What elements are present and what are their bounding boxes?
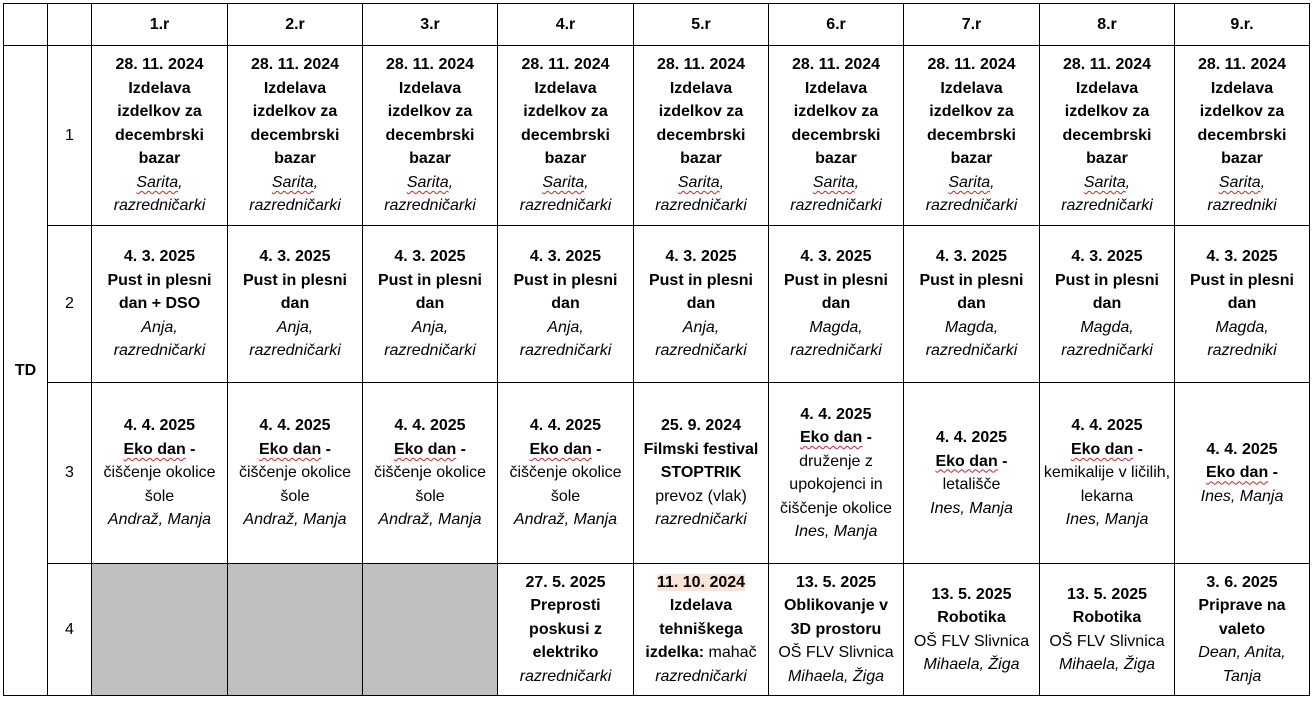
grade-header: 8.r [1040, 4, 1175, 46]
grade-header: 4.r [498, 4, 634, 46]
grade-header: 6.r [769, 4, 904, 46]
row-number: 4 [48, 564, 92, 696]
corner-cell [4, 4, 48, 46]
activity-cell: 28. 11. 2024 Izdelava izdelkov za decembrski bazar Sarita, razredničarki [634, 46, 769, 226]
activity-cell: 25. 9. 2024 Filmski festival STOPTRIK prevoz (vlak) razredničarki [634, 383, 769, 564]
activity-cell: 4. 3. 2025 Pust in plesni dan Magda, razredniki [1175, 226, 1310, 383]
td-label: TD [4, 46, 48, 696]
activity-cell: 4. 3. 2025 Pust in plesni dan Anja, razredničarki [634, 226, 769, 383]
activity-cell: 4. 4. 2025 Eko dan - letališče Ines, Manja [904, 383, 1040, 564]
row-number: 3 [48, 383, 92, 564]
activity-cell: 28. 11. 2024 Izdelava izdelkov za decembrski bazar Sarita, razredničarki [498, 46, 634, 226]
activity-cell: 4. 4. 2025 Eko dan - čiščenje okolice šole Andraž, Manja [92, 383, 228, 564]
activity-cell: 28. 11. 2024 Izdelava izdelkov za decembrski bazar Sarita, razredničarki [228, 46, 363, 226]
grade-header: 7.r [904, 4, 1040, 46]
activity-cell: 4. 3. 2025 Pust in plesni dan Magda, razredničarki [769, 226, 904, 383]
table-row [4, 46, 1310, 226]
activity-cell: 4. 4. 2025 Eko dan - čiščenje okolice šole Andraž, Manja [228, 383, 363, 564]
header-row [4, 4, 1310, 46]
schedule-table [3, 3, 1310, 696]
activity-cell: 4. 3. 2025 Pust in plesni dan Anja, razredničarki [228, 226, 363, 383]
index-header-cell [48, 4, 92, 46]
activity-cell: 4. 4. 2025 Eko dan - čiščenje okolice šole Andraž, Manja [363, 383, 498, 564]
table-row [4, 383, 1310, 564]
activity-cell: 11. 10. 2024 Izdelava tehniškega izdelka: mahač razredničarki [634, 564, 769, 696]
activity-cell: 28. 11. 2024 Izdelava izdelkov za decembrski bazar Sarita, razredničarki [363, 46, 498, 226]
empty-cell [363, 564, 498, 696]
grade-header: 9.r. [1175, 4, 1310, 46]
activity-cell: 3. 6. 2025 Priprave na valeto Dean, Anita, Tanja [1175, 564, 1310, 696]
row-number: 2 [48, 226, 92, 383]
row-number: 1 [48, 46, 92, 226]
empty-cell [92, 564, 228, 696]
activity-cell: 4. 4. 2025 Eko dan - čiščenje okolice šole Andraž, Manja [498, 383, 634, 564]
grade-header: 3.r [363, 4, 498, 46]
activity-cell: 13. 5. 2025 Oblikovanje v 3D prostoru OŠ FLV Slivnica Mihaela, Žiga [769, 564, 904, 696]
activity-cell: 4. 3. 2025 Pust in plesni dan Anja, razredničarki [363, 226, 498, 383]
activity-cell: 4. 4. 2025 Eko dan - Ines, Manja [1175, 383, 1310, 564]
activity-cell: 28. 11. 2024 Izdelava izdelkov za decembrski bazar Sarita, razredničarki [1040, 46, 1175, 226]
activity-cell: 28. 11. 2024 Izdelava izdelkov za decembrski bazar Sarita, razredničarki [769, 46, 904, 226]
table-row [4, 226, 1310, 383]
activity-cell: 4. 3. 2025 Pust in plesni dan Magda, razredničarki [1040, 226, 1175, 383]
highlighted-date: 11. 10. 2024 [656, 573, 746, 591]
table-row [4, 564, 1310, 696]
activity-cell: 4. 3. 2025 Pust in plesni dan + DSO Anja, razredničarki [92, 226, 228, 383]
activity-cell: 4. 3. 2025 Pust in plesni dan Anja, razredničarki [498, 226, 634, 383]
activity-cell: 4. 4. 2025 Eko dan - druženje z upokojenci in čiščenje okolice Ines, Manja [769, 383, 904, 564]
activity-cell: 28. 11. 2024 Izdelava izdelkov za decembrski bazar Sarita, razredniki [1175, 46, 1310, 226]
activity-cell: 28. 11. 2024 Izdelava izdelkov za decembrski bazar Sarita, razredničarki [904, 46, 1040, 226]
activity-cell: 13. 5. 2025 Robotika OŠ FLV Slivnica Mihaela, Žiga [904, 564, 1040, 696]
activity-cell: 28. 11. 2024 Izdelava izdelkov za decembrski bazar Sarita, razredničarki [92, 46, 228, 226]
activity-cell: 4. 4. 2025 Eko dan - kemikalije v ličilih, lekarna Ines, Manja [1040, 383, 1175, 564]
activity-cell: 4. 3. 2025 Pust in plesni dan Magda, razredničarki [904, 226, 1040, 383]
grade-header: 2.r [228, 4, 363, 46]
activity-cell: 13. 5. 2025 Robotika OŠ FLV Slivnica Mihaela, Žiga [1040, 564, 1175, 696]
empty-cell [228, 564, 363, 696]
activity-cell: 27. 5. 2025 Preprosti poskusi z elektriko razredničarki [498, 564, 634, 696]
grade-header: 1.r [92, 4, 228, 46]
grade-header: 5.r [634, 4, 769, 46]
